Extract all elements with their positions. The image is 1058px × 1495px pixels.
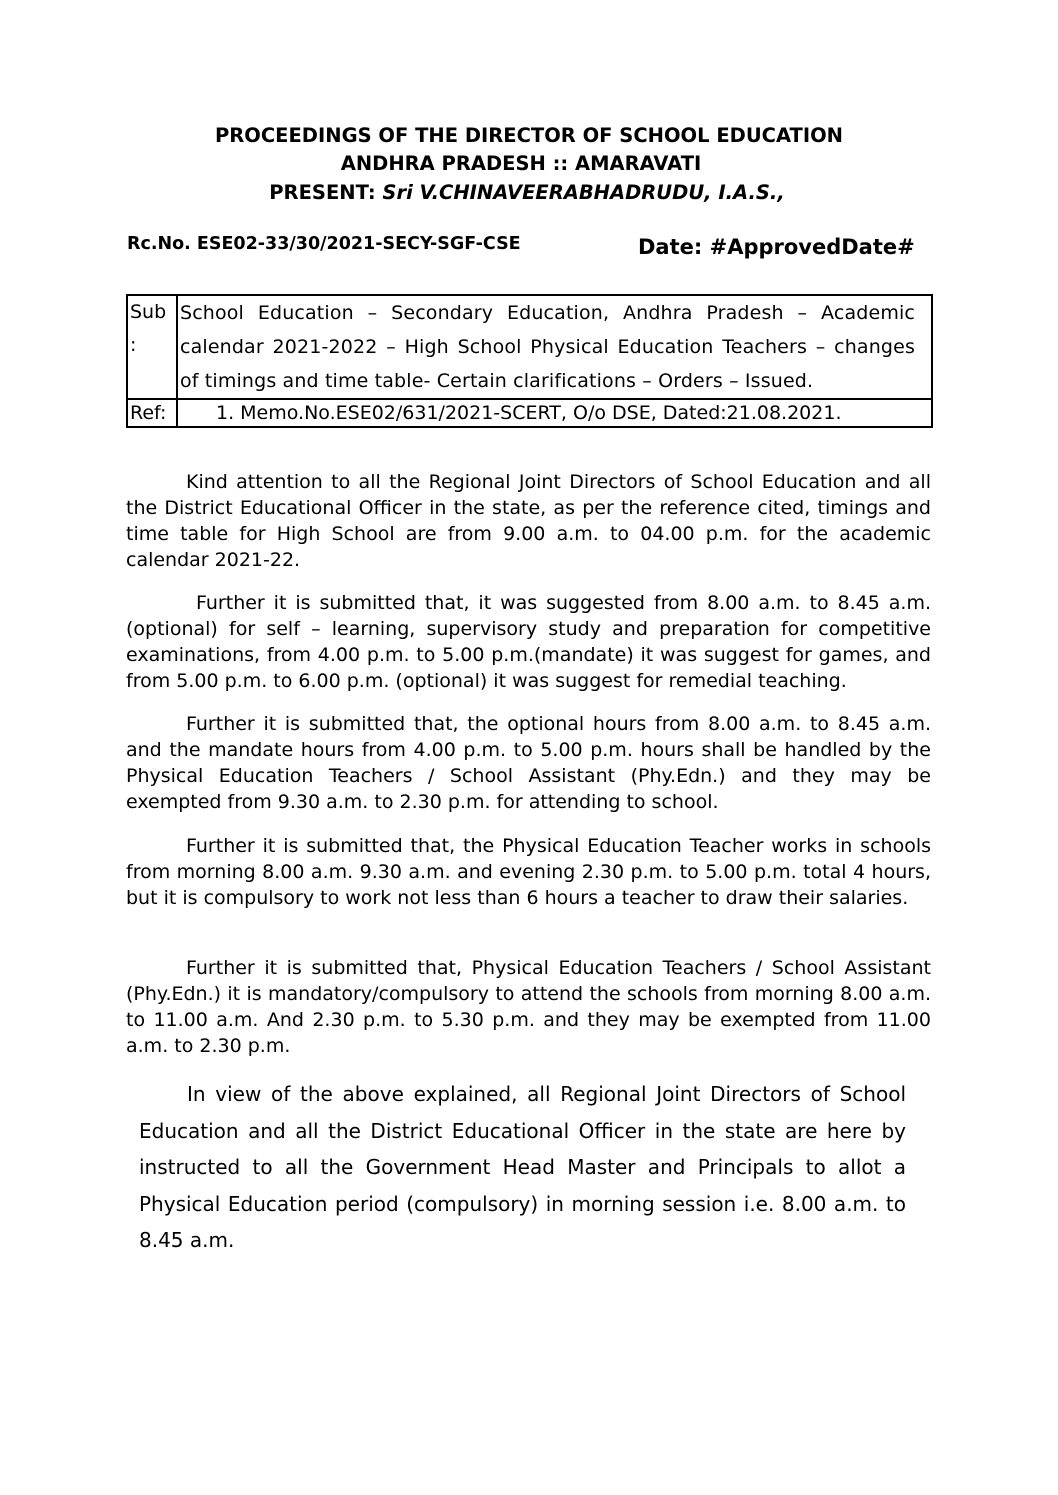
subject-label: Sub — [130, 301, 167, 323]
paragraph-2: Further it is submitted that, it was suggested from 8.00 a.m. to 8.45 a.m. (optional) for self – learning, supervisory study and preparation for competitive examinations, from 4.00 p.m. to 5.00 p.m.(mandate) it was suggest for games, and from 5.00 p.m. to 6.00 p.m. (optional) it was suggest for remedial teaching. — [126, 592, 931, 692]
reference-text: 1. Memo.No.ESE02/631/2021-SCERT, O/o DSE, Dated:21.08.2021. — [177, 399, 932, 427]
subject-label-cell — [127, 295, 177, 399]
present-label: PRESENT: — [269, 181, 383, 204]
officer-name: Sri V.CHINAVEERABHADRUDU, I.A.S., — [382, 181, 785, 204]
subject-text: School Education – Secondary Education, Andhra Pradesh – Academic calendar 2021-2022 – High School Physical Education Teachers – changes of timings and time table- Certain clarifications – Orders – Issued. — [177, 295, 932, 399]
heading-line-1: PROCEEDINGS OF THE DIRECTOR OF SCHOOL EDUCATION — [214, 124, 844, 147]
subject-reference-table — [126, 294, 933, 428]
heading-line-3 — [0, 179, 1056, 207]
paragraph-1: Kind attention to all the Regional Joint Directors of School Education and all the District Educational Officer in the state, as per the reference cited, timings and time table for High School are from 9.00 a.m. to 04.00 p.m. for the academic calendar 2021-22. — [126, 471, 931, 571]
paragraph-3: Further it is submitted that, the optional hours from 8.00 a.m. to 8.45 a.m. and the mandate hours from 4.00 p.m. to 5.00 p.m. hours shall be handled by the Physical Education Teachers / School Assistant (Phy.Edn.) and they may be exempted from 9.30 a.m. to 2.30 p.m. for attending to school. — [126, 713, 931, 813]
subject-row — [127, 295, 932, 399]
heading-line-2: ANDHRA PRADESH :: AMARAVATI — [340, 152, 702, 175]
subject-colon: : — [130, 334, 137, 356]
paragraph-4: Further it is submitted that, the Physical Education Teacher works in schools from morning 8.00 a.m. 9.30 a.m. and evening 2.30 p.m. to 5.00 p.m. total 4 hours, but it is compulsory to work not less than 6 hours a teacher to draw their salaries. — [126, 835, 931, 909]
paragraph-6: In view of the above explained, all Regional Joint Directors of School Education and all the District Educational Officer in the state are here by instructed to all the Government Head Master and Principals to allot a Physical Education period (compulsory) in morning session i.e. 8.00 a.m. to 8.45 a.m. — [139, 1082, 906, 1252]
approved-date: Date: #ApprovedDate# — [638, 235, 915, 259]
rc-number: Rc.No. ESE02-33/30/2021-SECY-SGF-CSE — [127, 234, 521, 254]
reference-label: Ref: — [127, 399, 177, 427]
reference-row — [127, 399, 932, 427]
paragraph-5: Further it is submitted that, Physical Education Teachers / School Assistant (Phy.Edn.) it is mandatory/compulsory to attend the schools from morning 8.00 a.m. to 11.00 a.m. And 2.30 p.m. to 5.30 p.m. and they may be exempted from 11.00 a.m. to 2.30 p.m. — [126, 957, 931, 1057]
